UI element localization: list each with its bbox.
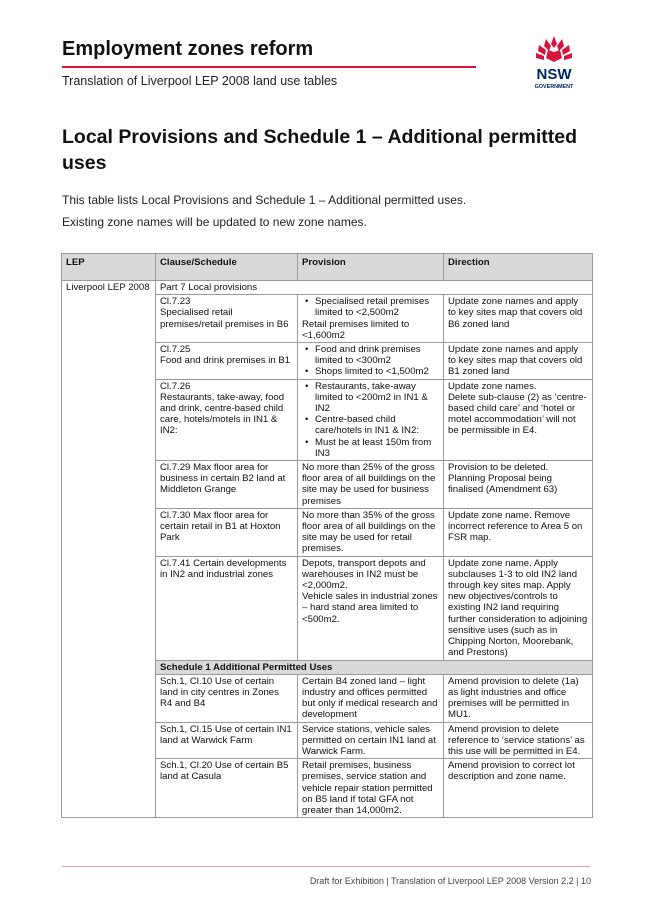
provision-bullet: • Food and drink premises limited to <300m2: [302, 344, 439, 366]
provision-cell: [298, 343, 444, 380]
part-7-heading: Part 7 Local provisions: [156, 281, 593, 295]
provision-cell: No more than 25% of the gross floor area of all buildings on the site may be used for business premises: [298, 461, 444, 509]
clause-cell: Sch.1, Cl.10 Use of certain land in city centres in Zones R4 and B4: [156, 674, 298, 722]
provision-bullet: • Specialised retail premises limited to <2,500m2: [302, 296, 439, 318]
header-divider: [62, 66, 476, 68]
direction-cell: Update zone names. Delete sub-clause (2) as ‘centre-based child care’ and ‘hotel or motel accommodation’ will not be permissible in E4.: [444, 379, 593, 460]
table-header-row: [62, 254, 593, 281]
waratah-icon: [536, 36, 572, 62]
provision-bullet: • Centre-based child care/hotels in IN1 & IN2:: [302, 414, 439, 436]
provision-bullet: • Must be at least 150m from IN3: [302, 437, 439, 459]
clause-cell: Cl.7.26 Restaurants, take-away, food and drink, centre-based child care, hotels/motels in IN1 & IN2:: [156, 379, 298, 460]
footer-divider: [62, 866, 590, 867]
provision-cell: [298, 379, 444, 460]
provision-text: Retail premises limited to <1,600m2: [302, 318, 410, 341]
provision-bullet: • Shops limited to <1,500m2: [302, 366, 439, 377]
provision-cell: Retail premises, business premises, service station and vehicle repair station permitted on B5 land if total GFA not greater than 14,000m2.: [298, 759, 444, 818]
direction-cell: Amend provision to correct lot description and zone name.: [444, 759, 593, 818]
nsw-government-logo: [524, 34, 584, 94]
provision-cell: Certain B4 zoned land – light industry and offices permitted but only if medical research and development: [298, 674, 444, 722]
direction-cell: Provision to be deleted. Planning Proposal being finalised (Amendment 63): [444, 461, 593, 509]
clause-cell: Cl.7.29 Max floor area for business in certain B2 land at Middleton Grange: [156, 461, 298, 509]
part-heading-row: [62, 281, 593, 295]
clause-cell: Cl.7.41 Certain developments in IN2 and industrial zones: [156, 556, 298, 660]
column-header-lep: LEP: [62, 254, 156, 281]
clause-cell: Sch.1, Cl.15 Use of certain IN1 land at Warwick Farm: [156, 722, 298, 759]
clause-cell: Cl.7.25 Food and drink premises in B1: [156, 343, 298, 380]
document-header-title: Employment zones reform: [62, 38, 314, 60]
direction-cell: Amend provision to delete reference to ‘service stations’ as this use will be permitted in E4.: [444, 722, 593, 759]
provision-cell: [298, 295, 444, 343]
direction-cell: Update zone name. Remove incorrect reference to Area 5 on FSR map.: [444, 508, 593, 556]
section-title: Local Provisions and Schedule 1 – Additional permitted uses: [62, 126, 578, 174]
clause-cell: Cl.7.23 Specialised retail premises/retail premises in B6: [156, 295, 298, 343]
direction-cell: Amend provision to delete (1a) as light industries and office premises will be permitted in MU1.: [444, 674, 593, 722]
provision-cell: Depots, transport depots and warehouses in IN2 must be <2,000m2. Vehicle sales in industrial zones – hard stand area limited to <500m2.: [298, 556, 444, 660]
direction-cell: Update zone names and apply to key sites map that covers old B1 zoned land: [444, 343, 593, 380]
document-subtitle: Translation of Liverpool LEP 2008 land use tables: [62, 74, 338, 88]
logo-subtext: GOVERNMENT: [534, 84, 574, 90]
page-footer: Draft for Exhibition | Translation of Liverpool LEP 2008 Version 2.2 | 10: [309, 876, 591, 886]
clause-cell: Cl.7.30 Max floor area for certain retail in B1 at Hoxton Park: [156, 508, 298, 556]
clause-cell: Sch.1, Cl.20 Use of certain B5 land at Casula: [156, 759, 298, 818]
intro-paragraph: Existing zone names will be updated to new zone names.: [62, 215, 367, 229]
provisions-table: [61, 253, 593, 818]
direction-cell: Update zone name. Apply subclauses 1-3 to old IN2 land through key sites map. Apply new objectives/controls to existing IN2 land requiring further consideration to adjoining sensitive uses (such as in Chipping Norton, Moorebank, and Prestons): [444, 556, 593, 660]
provision-cell: Service stations, vehicle sales permitted on certain IN1 land at Warwick Farm.: [298, 722, 444, 759]
provision-cell: No more than 35% of the gross floor area of all buildings on the site may be used for retail premises.: [298, 508, 444, 556]
logo-wordmark: NSW: [536, 66, 572, 83]
lep-name-cell: Liverpool LEP 2008: [62, 281, 156, 818]
schedule-1-heading: Schedule 1 Additional Permitted Uses: [156, 660, 593, 674]
direction-cell: Update zone names and apply to key sites map that covers old B6 zoned land: [444, 295, 593, 343]
column-header-provision: Provision: [298, 254, 444, 281]
intro-paragraph: This table lists Local Provisions and Schedule 1 – Additional permitted uses.: [62, 193, 467, 207]
column-header-direction: Direction: [444, 254, 593, 281]
column-header-clause: Clause/Schedule: [156, 254, 298, 281]
provision-bullet: • Restaurants, take-away limited to <200m2 in IN1 & IN2: [302, 381, 439, 415]
